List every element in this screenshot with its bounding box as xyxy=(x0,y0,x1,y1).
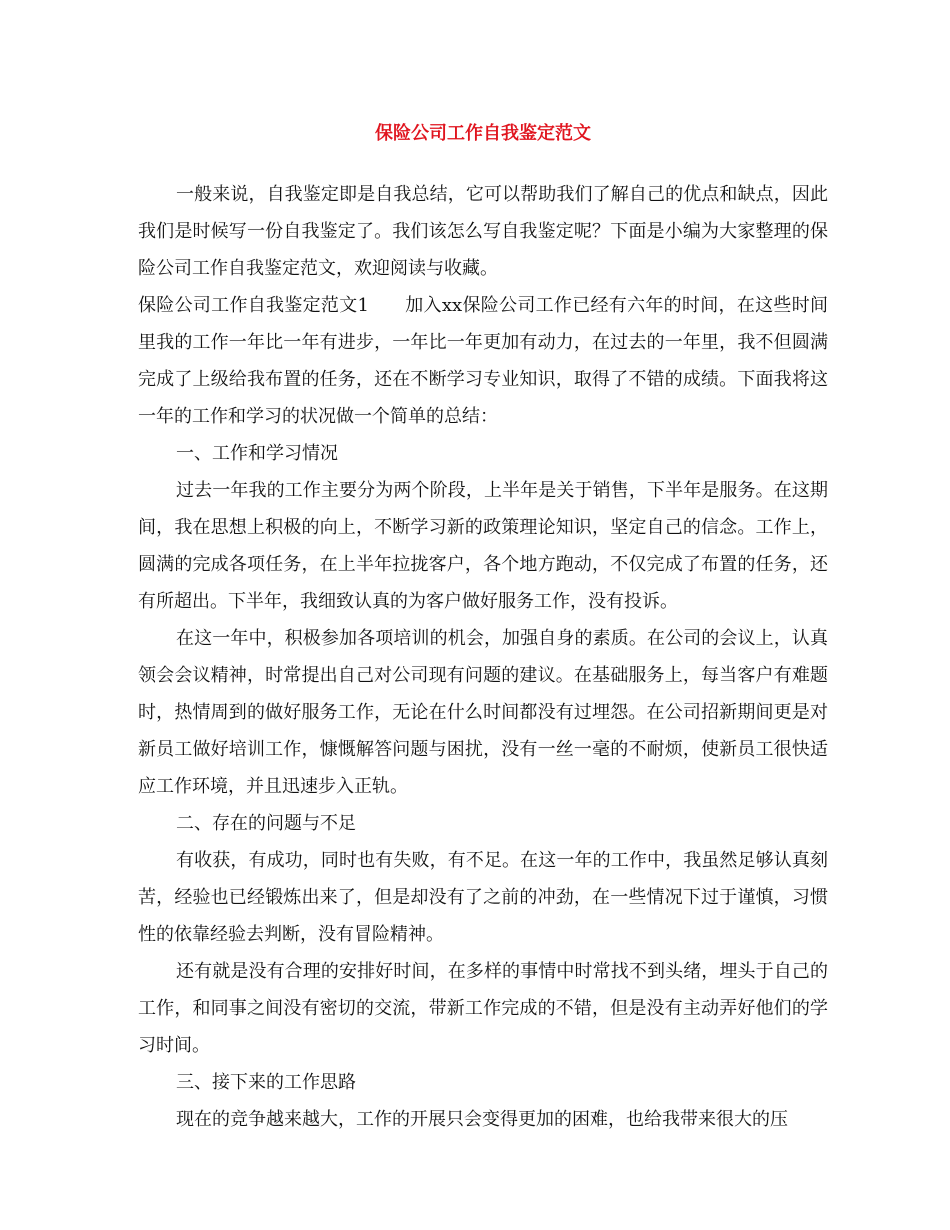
section3-paragraph-1: 现在的竞争越来越大，工作的开展只会变得更加的困难，也给我带来很大的压 xyxy=(176,1109,788,1130)
section2-paragraph-2: 还有就是没有合理的安排好时间，在多样的事情中时常找不到头绪，埋头于自己的工作，和同事之间没有密切的交流，带新工作完成的不错，但是没有主动弄好他们的学习时间。 xyxy=(138,961,828,1056)
section1-paragraph-2: 在这一年中，积极参加各项培训的机会，加强自身的素质。在公司的会议上，认真领会会议精神，时常提出自己对公司现有问题的建议。在基础服务上，每当客户有难题时，热情周到的做好服务工作，无论在什么时间都没有过埋怨。在公司招新期间更是对新员工做好培训工作，慷慨解答问题与困扰，没有一丝一毫的不耐烦，使新员工很快适应工作环境，并且迅速步入正轨。 xyxy=(138,628,828,797)
sample-paragraph xyxy=(138,287,828,435)
sample-label: 保险公司工作自我鉴定范文1 xyxy=(138,295,369,316)
section3-heading: 三、接下来的工作思路 xyxy=(176,1072,356,1093)
section1-heading: 一、工作和学习情况 xyxy=(176,443,338,464)
document-title: 保险公司工作自我鉴定范文 xyxy=(375,123,591,144)
section1-paragraph-1: 过去一年我的工作主要分为两个阶段，上半年是关于销售，下半年是服务。在这期间，我在思想上积极的向上，不断学习新的政策理论知识，坚定自己的信念。工作上，圆满的完成各项任务，在上半年拉拢客户，各个地方跑动，不仅完成了布置的任务，还有所超出。下半年，我细致认真的为客户做好服务工作，没有投诉。 xyxy=(138,480,828,612)
document-page xyxy=(138,120,828,1138)
section2-paragraph-1: 有收获，有成功，同时也有失败，有不足。在这一年的工作中，我虽然足够认真刻苦，经验也已经锻炼出来了，但是却没有了之前的冲劲，在一些情况下过于谨慎，习惯性的依靠经验去判断，没有冒险精神。 xyxy=(138,850,828,945)
section2-heading: 二、存在的问题与不足 xyxy=(176,813,356,834)
document-body xyxy=(138,176,828,1138)
intro-paragraph: 一般来说，自我鉴定即是自我总结，它可以帮助我们了解自己的优点和缺点，因此我们是时候写一份自我鉴定了。我们该怎么写自我鉴定呢？下面是小编为大家整理的保险公司工作自我鉴定范文，欢迎阅读与收藏。 xyxy=(138,184,828,279)
sample-text: 加入xx保险公司工作已经有六年的时间，在这些时间里我的工作一年比一年有进步，一年比一年更加有动力，在过去的一年里，我不但圆满完成了上级给我布置的任务，还在不断学习专业知识，取得了不错的成绩。下面我将这一年的工作和学习的状况做一个简单的总结： xyxy=(138,295,828,427)
